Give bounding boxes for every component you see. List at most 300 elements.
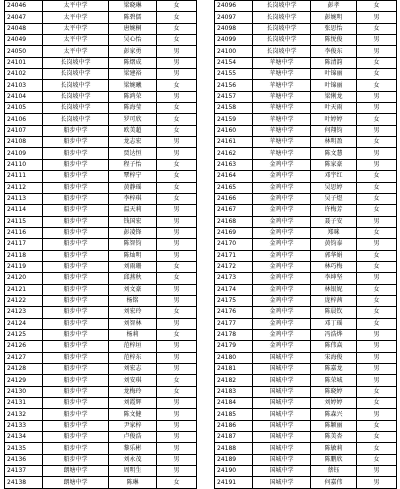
school-cell: 国城中学 bbox=[253, 443, 311, 454]
gender-cell: 女 bbox=[157, 273, 197, 284]
gender-cell: 女 bbox=[157, 35, 197, 46]
school-cell: 金鸡中学 bbox=[253, 216, 311, 227]
table-row bbox=[5, 182, 197, 193]
student-name-cell: 卢俊浩 bbox=[109, 432, 157, 443]
student-id-cell: 24114 bbox=[5, 205, 43, 216]
student-id-cell: 24105 bbox=[5, 103, 43, 114]
student-id-cell: 24126 bbox=[5, 341, 43, 352]
gender-cell: 男 bbox=[157, 295, 197, 306]
school-cell: 船步中学 bbox=[43, 273, 109, 284]
student-id-cell: 24104 bbox=[5, 91, 43, 102]
student-id-cell: 24102 bbox=[5, 69, 43, 80]
student-id-cell: 24108 bbox=[5, 137, 43, 148]
table-row bbox=[215, 193, 397, 204]
student-id-cell: 24099 bbox=[215, 35, 253, 46]
student-id-cell: 24137 bbox=[5, 466, 43, 477]
school-cell: 长岗坡中学 bbox=[43, 80, 109, 91]
student-id-cell: 24190 bbox=[215, 466, 253, 477]
student-id-cell: 24165 bbox=[215, 182, 253, 193]
student-name-cell: 庞梓茜 bbox=[311, 295, 357, 306]
student-id-cell: 24157 bbox=[215, 91, 253, 102]
student-id-cell: 24047 bbox=[5, 12, 43, 23]
student-id-cell: 24127 bbox=[5, 352, 43, 363]
school-cell: 船步中学 bbox=[43, 216, 109, 227]
gender-cell: 女 bbox=[157, 307, 197, 318]
student-id-cell: 24050 bbox=[5, 46, 43, 57]
student-id-cell: 24181 bbox=[215, 364, 253, 375]
student-id-cell: 24129 bbox=[5, 375, 43, 386]
student-name-cell: 吴子煜 bbox=[311, 193, 357, 204]
student-name-cell: 邱燕秋 bbox=[109, 273, 157, 284]
student-id-cell: 24176 bbox=[215, 307, 253, 318]
school-cell: 太平中学 bbox=[43, 46, 109, 57]
school-cell: 金鸡中学 bbox=[253, 307, 311, 318]
gender-cell: 男 bbox=[357, 159, 397, 170]
student-name-cell: 陈晨钦 bbox=[311, 307, 357, 318]
table-row bbox=[215, 329, 397, 340]
student-name-cell: 刘宏玲 bbox=[109, 307, 157, 318]
student-name-cell: 彭孝 bbox=[311, 1, 357, 12]
gender-cell: 女 bbox=[157, 375, 197, 386]
school-cell: 船步中学 bbox=[43, 284, 109, 295]
gender-cell: 男 bbox=[357, 409, 397, 420]
table-row bbox=[5, 375, 197, 386]
gender-cell: 女 bbox=[357, 1, 397, 12]
school-cell: 长岗坡中学 bbox=[43, 57, 109, 68]
gender-cell: 男 bbox=[157, 432, 197, 443]
student-name-cell: 李俊东 bbox=[311, 46, 357, 57]
school-cell: 船步中学 bbox=[43, 409, 109, 420]
gender-cell: 女 bbox=[357, 432, 397, 443]
gender-cell: 男 bbox=[357, 216, 397, 227]
school-cell: 船步中学 bbox=[43, 193, 109, 204]
student-id-cell: 24113 bbox=[5, 193, 43, 204]
student-name-cell: 陈荣城 bbox=[311, 375, 357, 386]
school-cell: 金鸡中学 bbox=[253, 318, 311, 329]
student-name-cell: 李坤坚 bbox=[311, 273, 357, 284]
table-row bbox=[215, 307, 397, 318]
student-name-cell: 刘宏志 bbox=[109, 364, 157, 375]
gender-cell: 男 bbox=[357, 12, 397, 23]
student-id-cell: 24160 bbox=[215, 125, 253, 136]
gender-cell: 女 bbox=[357, 250, 397, 261]
table-row bbox=[5, 125, 197, 136]
student-id-cell: 24107 bbox=[5, 125, 43, 136]
student-name-cell: 程子怡 bbox=[109, 159, 157, 170]
student-name-cell: 梁建裕 bbox=[109, 69, 157, 80]
table-row bbox=[5, 23, 197, 34]
school-cell: 船步中学 bbox=[43, 318, 109, 329]
student-id-cell: 24132 bbox=[5, 409, 43, 420]
student-id-cell: 24161 bbox=[215, 137, 253, 148]
table-row bbox=[5, 171, 197, 182]
table-row bbox=[5, 159, 197, 170]
student-name-cell: 周明生 bbox=[109, 466, 157, 477]
table-row bbox=[215, 205, 397, 216]
school-cell: 长岗坡中学 bbox=[253, 1, 311, 12]
school-cell: 太平中学 bbox=[43, 12, 109, 23]
table-row bbox=[215, 261, 397, 272]
table-row bbox=[5, 341, 197, 352]
table-row bbox=[215, 12, 397, 23]
gender-cell: 女 bbox=[357, 114, 397, 125]
school-cell: 长岗坡中学 bbox=[43, 69, 109, 80]
school-cell: 船步中学 bbox=[43, 148, 109, 159]
student-id-cell: 24100 bbox=[215, 46, 253, 57]
student-id-cell: 24189 bbox=[215, 454, 253, 465]
student-id-cell: 24122 bbox=[5, 295, 43, 306]
school-cell: 苹塘中学 bbox=[253, 125, 311, 136]
school-cell: 苹塘中学 bbox=[253, 91, 311, 102]
student-name-cell: 陈碧儒 bbox=[109, 12, 157, 23]
school-cell: 长岗坡中学 bbox=[43, 114, 109, 125]
gender-cell: 男 bbox=[157, 284, 197, 295]
student-id-cell: 24048 bbox=[5, 23, 43, 34]
gender-cell: 男 bbox=[157, 364, 197, 375]
gender-cell: 男 bbox=[157, 57, 197, 68]
table-row bbox=[215, 227, 397, 238]
school-cell: 朗塘中学 bbox=[43, 466, 109, 477]
student-name-cell: 陈琳 bbox=[109, 477, 157, 488]
student-name-cell: 吴心怡 bbox=[109, 35, 157, 46]
table-row bbox=[215, 341, 397, 352]
school-cell: 金鸡中学 bbox=[253, 193, 311, 204]
student-id-cell: 24175 bbox=[215, 295, 253, 306]
table-row bbox=[215, 46, 397, 57]
table-row bbox=[215, 35, 397, 46]
student-name-cell: 龙梅玲 bbox=[109, 386, 157, 397]
student-id-cell: 24191 bbox=[215, 477, 253, 488]
gender-cell: 男 bbox=[157, 91, 197, 102]
student-name-cell: 陈智钧 bbox=[109, 239, 157, 250]
student-id-cell: 24171 bbox=[215, 250, 253, 261]
school-cell: 船步中学 bbox=[43, 375, 109, 386]
student-name-cell: 陈颖丽 bbox=[311, 420, 357, 431]
table-row bbox=[5, 284, 197, 295]
student-id-cell: 24182 bbox=[215, 375, 253, 386]
school-cell: 船步中学 bbox=[43, 295, 109, 306]
student-name-cell: 郑咪 bbox=[311, 227, 357, 238]
student-id-cell: 24188 bbox=[215, 443, 253, 454]
gender-cell: 男 bbox=[157, 443, 197, 454]
gender-cell: 男 bbox=[157, 352, 197, 363]
school-cell: 金鸡中学 bbox=[253, 182, 311, 193]
table-row bbox=[5, 307, 197, 318]
gender-cell: 男 bbox=[157, 137, 197, 148]
table-row bbox=[215, 318, 397, 329]
student-id-cell: 24133 bbox=[5, 420, 43, 431]
student-id-cell: 24179 bbox=[215, 341, 253, 352]
school-cell: 金鸡中学 bbox=[253, 205, 311, 216]
student-name-cell: 钱国宏 bbox=[109, 216, 157, 227]
student-id-cell: 24123 bbox=[5, 307, 43, 318]
table-row bbox=[5, 148, 197, 159]
school-cell: 船步中学 bbox=[43, 329, 109, 340]
gender-cell: 女 bbox=[157, 182, 197, 193]
gender-cell: 女 bbox=[157, 23, 197, 34]
student-id-cell: 24162 bbox=[215, 148, 253, 159]
student-name-cell: 刘雨珊 bbox=[109, 261, 157, 272]
table-row bbox=[5, 114, 197, 125]
student-id-cell: 24166 bbox=[215, 193, 253, 204]
gender-cell: 女 bbox=[357, 23, 397, 34]
school-cell: 苹塘中学 bbox=[253, 114, 311, 125]
student-id-cell: 24170 bbox=[215, 239, 253, 250]
student-id-cell: 24128 bbox=[5, 364, 43, 375]
student-name-cell: 陈悦俊 bbox=[311, 35, 357, 46]
school-cell: 太平中学 bbox=[43, 35, 109, 46]
student-name-cell: 刘霞辉 bbox=[109, 398, 157, 409]
student-id-cell: 24156 bbox=[215, 80, 253, 91]
gender-cell: 女 bbox=[357, 69, 397, 80]
table-row bbox=[215, 91, 397, 102]
table-row bbox=[215, 216, 397, 227]
student-id-cell: 24167 bbox=[215, 205, 253, 216]
student-id-cell: 24112 bbox=[5, 182, 43, 193]
student-name-cell: 林巧梅 bbox=[311, 261, 357, 272]
table-row bbox=[5, 91, 197, 102]
table-row bbox=[5, 443, 197, 454]
student-name-cell: 陈灿明 bbox=[109, 250, 157, 261]
student-name-cell: 聂子安 bbox=[311, 216, 357, 227]
student-id-cell: 24185 bbox=[215, 409, 253, 420]
school-cell: 金鸡中学 bbox=[253, 239, 311, 250]
student-id-cell: 24109 bbox=[5, 148, 43, 159]
gender-cell: 女 bbox=[157, 171, 197, 182]
student-name-cell: 黄钧泰 bbox=[311, 239, 357, 250]
school-cell: 船步中学 bbox=[43, 125, 109, 136]
school-cell: 船步中学 bbox=[43, 364, 109, 375]
table-row bbox=[5, 35, 197, 46]
student-id-cell: 24172 bbox=[215, 261, 253, 272]
school-cell: 船步中学 bbox=[43, 171, 109, 182]
student-name-cell: 梁晓琳 bbox=[109, 1, 157, 12]
student-id-cell: 24046 bbox=[5, 1, 43, 12]
student-name-cell: 欧美超 bbox=[109, 125, 157, 136]
student-name-cell: 黎乐彬 bbox=[109, 443, 157, 454]
student-id-cell: 24106 bbox=[5, 114, 43, 125]
school-cell: 船步中学 bbox=[43, 398, 109, 409]
school-cell: 国城中学 bbox=[253, 386, 311, 397]
table-row bbox=[5, 1, 197, 12]
student-id-cell: 24155 bbox=[215, 69, 253, 80]
table-row bbox=[215, 114, 397, 125]
student-name-cell: 范梓东 bbox=[109, 352, 157, 363]
table-row bbox=[215, 284, 397, 295]
table-row bbox=[5, 239, 197, 250]
gender-cell: 女 bbox=[157, 114, 197, 125]
student-name-cell: 陈文慧 bbox=[311, 148, 357, 159]
table-row bbox=[215, 420, 397, 431]
gender-cell: 男 bbox=[357, 35, 397, 46]
gender-cell: 女 bbox=[357, 80, 397, 91]
student-id-cell: 24097 bbox=[215, 12, 253, 23]
student-id-cell: 24154 bbox=[215, 57, 253, 68]
student-name-cell: 陈清韵 bbox=[311, 57, 357, 68]
student-name-cell: 唐婉桐 bbox=[109, 23, 157, 34]
student-name-cell: 邓丁瑶 bbox=[311, 318, 357, 329]
gender-cell: 男 bbox=[157, 69, 197, 80]
student-name-cell: 尹家梓 bbox=[109, 420, 157, 431]
gender-cell: 女 bbox=[157, 261, 197, 272]
table-row bbox=[215, 69, 397, 80]
student-id-cell: 24173 bbox=[215, 273, 253, 284]
school-cell: 船步中学 bbox=[43, 137, 109, 148]
table-row bbox=[5, 398, 197, 409]
school-cell: 船步中学 bbox=[43, 454, 109, 465]
student-name-cell: 陈晓婷 bbox=[311, 386, 357, 397]
school-cell: 长岗坡中学 bbox=[253, 23, 311, 34]
student-name-cell: 刘文豪 bbox=[109, 284, 157, 295]
student-id-cell: 24187 bbox=[215, 432, 253, 443]
school-cell: 朗塘中学 bbox=[43, 477, 109, 488]
table-row bbox=[215, 182, 397, 193]
gender-cell: 男 bbox=[157, 466, 197, 477]
gender-cell: 男 bbox=[157, 216, 197, 227]
table-row bbox=[215, 80, 397, 91]
gender-cell: 女 bbox=[357, 386, 397, 397]
student-id-cell: 24103 bbox=[5, 80, 43, 91]
school-cell: 长岗坡中学 bbox=[253, 46, 311, 57]
student-id-cell: 24116 bbox=[5, 227, 43, 238]
student-name-cell: 李梓琪 bbox=[109, 193, 157, 204]
student-name-cell: 张思怡 bbox=[311, 23, 357, 34]
student-name-cell: 杨莉 bbox=[109, 329, 157, 340]
gender-cell: 男 bbox=[157, 398, 197, 409]
school-cell: 国城中学 bbox=[253, 352, 311, 363]
student-name-cell: 陈鸿荣 bbox=[109, 91, 157, 102]
school-cell: 苹塘中学 bbox=[253, 103, 311, 114]
gender-cell: 女 bbox=[157, 12, 197, 23]
student-id-cell: 24111 bbox=[5, 171, 43, 182]
school-cell: 苹塘中学 bbox=[253, 69, 311, 80]
table-row bbox=[215, 239, 397, 250]
student-name-cell: 陈敏莉 bbox=[311, 443, 357, 454]
gender-cell: 男 bbox=[357, 239, 397, 250]
student-name-cell: 陈鹏欣 bbox=[311, 454, 357, 465]
table-row bbox=[5, 420, 197, 431]
gender-cell: 女 bbox=[357, 193, 397, 204]
school-cell: 国城中学 bbox=[253, 454, 311, 465]
gender-cell: 女 bbox=[357, 318, 397, 329]
table-row bbox=[215, 466, 397, 477]
student-name-cell: 罗可欣 bbox=[109, 114, 157, 125]
student-id-cell: 24110 bbox=[5, 159, 43, 170]
school-cell: 国城中学 bbox=[253, 466, 311, 477]
table-row bbox=[215, 250, 397, 261]
school-cell: 船步中学 bbox=[43, 239, 109, 250]
gender-cell: 女 bbox=[357, 454, 397, 465]
table-row bbox=[5, 432, 197, 443]
gender-cell: 男 bbox=[157, 318, 197, 329]
roster-table-left bbox=[4, 0, 197, 489]
student-id-cell: 24177 bbox=[215, 318, 253, 329]
student-name-cell: 温天莉 bbox=[109, 205, 157, 216]
student-id-cell: 24164 bbox=[215, 171, 253, 182]
school-cell: 国城中学 bbox=[253, 420, 311, 431]
gender-cell: 男 bbox=[357, 91, 397, 102]
table-row bbox=[215, 148, 397, 159]
school-cell: 金鸡中学 bbox=[253, 295, 311, 306]
student-id-cell: 24169 bbox=[215, 227, 253, 238]
student-name-cell: 刘婷婷 bbox=[311, 398, 357, 409]
student-name-cell: 陈美杏 bbox=[311, 432, 357, 443]
gender-cell: 女 bbox=[157, 477, 197, 488]
table-row bbox=[5, 352, 197, 363]
student-id-cell: 24124 bbox=[5, 318, 43, 329]
student-name-cell: 郭华娟 bbox=[311, 250, 357, 261]
table-row bbox=[215, 295, 397, 306]
student-id-cell: 24096 bbox=[215, 1, 253, 12]
gender-cell: 女 bbox=[157, 103, 197, 114]
gender-cell: 女 bbox=[157, 80, 197, 91]
gender-cell: 女 bbox=[357, 205, 397, 216]
student-name-cell: 范梓垣 bbox=[109, 341, 157, 352]
school-cell: 船步中学 bbox=[43, 250, 109, 261]
school-cell: 船步中学 bbox=[43, 432, 109, 443]
gender-cell: 女 bbox=[357, 284, 397, 295]
student-id-cell: 24130 bbox=[5, 386, 43, 397]
school-cell: 长岗坡中学 bbox=[253, 12, 311, 23]
gender-cell: 男 bbox=[357, 477, 397, 488]
school-cell: 长岗坡中学 bbox=[43, 103, 109, 114]
student-name-cell: 吴思婷 bbox=[311, 182, 357, 193]
school-cell: 国城中学 bbox=[253, 477, 311, 488]
student-id-cell: 24134 bbox=[5, 432, 43, 443]
school-cell: 国城中学 bbox=[253, 375, 311, 386]
gender-cell: 男 bbox=[157, 341, 197, 352]
gender-cell: 女 bbox=[357, 182, 397, 193]
student-name-cell: 何翔钧 bbox=[311, 125, 357, 136]
table-row bbox=[215, 386, 397, 397]
table-row bbox=[5, 466, 197, 477]
student-name-cell: 叶天雨 bbox=[311, 103, 357, 114]
student-name-cell: 梁俐龙 bbox=[311, 91, 357, 102]
gender-cell: 男 bbox=[357, 375, 397, 386]
student-id-cell: 24117 bbox=[5, 239, 43, 250]
student-id-cell: 24159 bbox=[215, 114, 253, 125]
school-cell: 船步中学 bbox=[43, 341, 109, 352]
table-row bbox=[5, 103, 197, 114]
gender-cell: 女 bbox=[157, 386, 197, 397]
student-id-cell: 24120 bbox=[5, 273, 43, 284]
student-name-cell: 陈森兴 bbox=[311, 409, 357, 420]
table-row bbox=[215, 477, 397, 488]
student-id-cell: 24183 bbox=[215, 386, 253, 397]
student-id-cell: 24186 bbox=[215, 420, 253, 431]
table-row bbox=[5, 12, 197, 23]
school-cell: 太平中学 bbox=[43, 1, 109, 12]
gender-cell: 女 bbox=[157, 193, 197, 204]
school-cell: 船步中学 bbox=[43, 159, 109, 170]
table-row bbox=[215, 454, 397, 465]
table-row bbox=[215, 432, 397, 443]
student-name-cell: 陈伟焱 bbox=[311, 341, 357, 352]
gender-cell: 男 bbox=[157, 409, 197, 420]
student-id-cell: 24174 bbox=[215, 284, 253, 295]
table-row bbox=[5, 318, 197, 329]
table-row bbox=[5, 454, 197, 465]
table-row bbox=[215, 125, 397, 136]
school-cell: 船步中学 bbox=[43, 386, 109, 397]
school-cell: 金鸡中学 bbox=[253, 273, 311, 284]
student-id-cell: 24118 bbox=[5, 250, 43, 261]
gender-cell: 男 bbox=[357, 125, 397, 136]
gender-cell: 男 bbox=[157, 205, 197, 216]
table-row bbox=[215, 23, 397, 34]
table-row bbox=[5, 69, 197, 80]
student-name-cell: 刘智林 bbox=[109, 318, 157, 329]
